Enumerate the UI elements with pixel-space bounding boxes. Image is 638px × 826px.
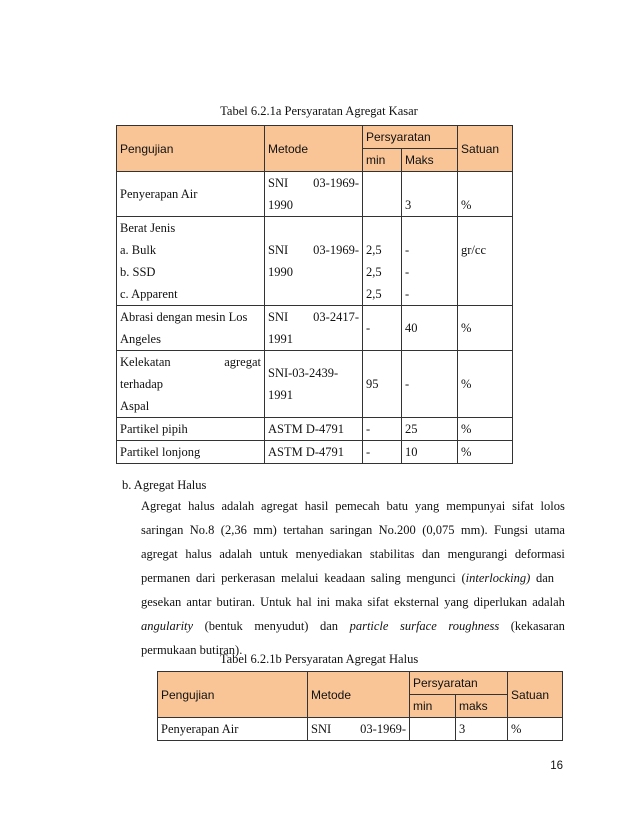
word: maka xyxy=(335,595,363,609)
word: saringan xyxy=(329,523,373,537)
word: saringan xyxy=(141,523,184,537)
word: yang xyxy=(444,595,469,609)
header-maks: maks xyxy=(456,695,508,718)
word: dan xyxy=(421,547,440,561)
cell-satuan: % xyxy=(458,441,513,464)
cell-satuan: % xyxy=(458,418,513,441)
cell-min: - xyxy=(363,418,402,441)
header-satuan: Satuan xyxy=(508,672,563,718)
word: Fungsi xyxy=(494,523,529,537)
section-b-paragraph xyxy=(141,494,565,662)
paragraph-line xyxy=(141,590,565,614)
word: gesekan xyxy=(141,595,182,609)
word: No.200 xyxy=(378,523,416,537)
cell-satuan: % xyxy=(458,306,513,351)
cell-metode: SNI 03-1969- 1990 xyxy=(265,172,363,217)
word: menyediakan xyxy=(295,547,363,561)
cell-maks: - xyxy=(402,351,458,418)
cell-min: - xyxy=(363,306,402,351)
cell-min: 95 xyxy=(363,351,402,418)
paragraph-line: permukaan butiran). xyxy=(141,643,243,657)
header-min: min xyxy=(410,695,456,718)
paragraph-line xyxy=(141,494,565,518)
word: ini xyxy=(316,595,331,609)
cell-satuan: % xyxy=(508,718,563,741)
cell-maks: 10 xyxy=(402,441,458,464)
word: adalah xyxy=(221,499,255,513)
header-min: min xyxy=(363,149,402,172)
paragraph-line: permanen dari perkerasan melalui keadaan saling mengunci (interlocking) dan xyxy=(141,571,555,585)
word: hasil xyxy=(304,499,329,513)
cell-metode: SNI-03-2439- 1991 xyxy=(265,351,363,418)
word: pemecah xyxy=(335,499,380,513)
table-row xyxy=(117,418,513,441)
cell-pengujian: Penyerapan Air xyxy=(158,718,308,741)
cell-satuan: % xyxy=(458,172,513,217)
word: stabilitas xyxy=(369,547,415,561)
table-row xyxy=(117,172,513,217)
word: adalah xyxy=(219,547,252,561)
paragraph-line: angularity (bentuk menyudut) dan particle surface roughness (kekasaran xyxy=(141,619,565,633)
table-agregat-halus xyxy=(157,671,563,741)
cell-min xyxy=(363,172,402,217)
cell-satuan: gr/cc xyxy=(458,217,513,306)
word: batu xyxy=(386,499,409,513)
table-row xyxy=(158,718,563,741)
word: agregat xyxy=(141,547,178,561)
cell-pengujian: Partikel pipih xyxy=(117,418,265,441)
table2-caption: Tabel 6.2.1b Persyaratan Agregat Halus xyxy=(219,652,419,666)
cell-satuan: % xyxy=(458,351,513,418)
header-persyaratan: Persyaratan xyxy=(363,126,458,149)
word: sifat xyxy=(512,499,534,513)
cell-metode: SNI 03-1969- xyxy=(308,718,410,741)
word: mm). xyxy=(460,523,488,537)
header-metode: Metode xyxy=(265,126,363,172)
cell-metode: ASTM D-4791 xyxy=(265,441,363,464)
page-number: 16 xyxy=(550,760,563,772)
table-row xyxy=(117,351,513,418)
word: deformasi xyxy=(514,547,565,561)
word: No.8 xyxy=(189,523,215,537)
header-maks: Maks xyxy=(402,149,458,172)
cell-maks: - - - xyxy=(402,217,458,306)
word: yang xyxy=(414,499,440,513)
word: untuk xyxy=(259,547,289,561)
word: hal xyxy=(296,595,312,609)
cell-maks: 25 xyxy=(402,418,458,441)
word: (0,075 xyxy=(422,523,455,537)
table1-caption: Tabel 6.2.1a Persyaratan Agregat Kasar xyxy=(220,104,418,118)
table-row xyxy=(117,306,513,351)
cell-pengujian: Partikel lonjong xyxy=(117,441,265,464)
header-persyaratan: Persyaratan xyxy=(410,672,508,695)
word: halus xyxy=(185,547,212,561)
cell-metode: SNI 03-2417- 1991 xyxy=(265,306,363,351)
cell-min: 2,5 2,5 2,5 xyxy=(363,217,402,306)
word: eksternal xyxy=(394,595,440,609)
word: (2,36 xyxy=(220,523,247,537)
word: adalah xyxy=(532,595,565,609)
cell-pengujian: Berat Jenis a. Bulk b. SSD c. Apparent xyxy=(117,217,265,306)
cell-metode: SNI 03-1969- 1990 xyxy=(265,217,363,306)
paragraph-line xyxy=(141,518,565,542)
word: lolos xyxy=(540,499,565,513)
word: mm) xyxy=(253,523,277,537)
header-metode: Metode xyxy=(308,672,410,718)
header-pengujian: Pengujian xyxy=(117,126,265,172)
cell-metode: ASTM D-4791 xyxy=(265,418,363,441)
word: Agregat xyxy=(141,499,182,513)
word: agregat xyxy=(261,499,298,513)
cell-pengujian: Penyerapan Air xyxy=(117,172,265,217)
cell-pengujian: Kelekatan agregat terhadap Aspal xyxy=(117,351,265,418)
word: mempunyai xyxy=(446,499,506,513)
header-pengujian: Pengujian xyxy=(158,672,308,718)
word: mengurangi xyxy=(447,547,508,561)
cell-pengujian: Abrasi dengan mesin Los Angeles xyxy=(117,306,265,351)
word: antar xyxy=(186,595,212,609)
cell-maks: 3 xyxy=(456,718,508,741)
header-satuan: Satuan xyxy=(458,126,513,172)
word: diperlukan xyxy=(473,595,528,609)
word: halus xyxy=(188,499,215,513)
cell-min: - xyxy=(363,441,402,464)
cell-maks: 40 xyxy=(402,306,458,351)
table-row xyxy=(117,217,513,306)
table-row xyxy=(117,441,513,464)
word: tertahan xyxy=(283,523,324,537)
word: utama xyxy=(534,523,565,537)
paragraph-line xyxy=(141,542,565,566)
cell-min xyxy=(410,718,456,741)
section-b-heading: b. Agregat Halus xyxy=(122,478,207,492)
table-agregat-kasar xyxy=(116,125,513,464)
word: Untuk xyxy=(260,595,292,609)
cell-maks: 3 xyxy=(402,172,458,217)
word: sifat xyxy=(367,595,389,609)
word: butiran. xyxy=(216,595,256,609)
